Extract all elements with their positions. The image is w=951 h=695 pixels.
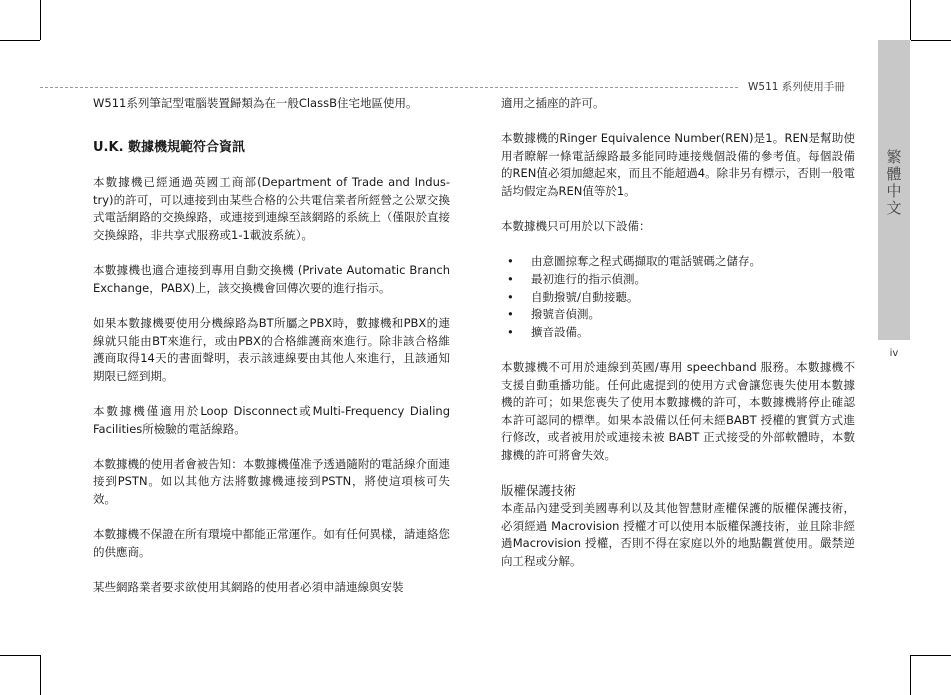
list-item: • 自動撥號/自動接聽。 [501, 289, 855, 307]
crop-mark-top-right-vertical [910, 0, 911, 40]
crop-mark-top-left [0, 40, 40, 41]
crop-mark-bottom-right-vertical [910, 655, 911, 695]
list-item: • 最初進行的指示偵測。 [501, 271, 855, 289]
class-b-statement: W511系列筆記型電腦裝置歸類為在一般ClassB住宅地區使用。 [93, 96, 418, 110]
crop-mark-bottom-left-vertical [40, 655, 41, 695]
crop-mark-bottom-right [911, 655, 951, 656]
running-header: W511 系列使用手冊 [748, 81, 845, 93]
crop-mark-top-left-vertical [40, 0, 41, 40]
paragraph-network-operators: 某些網路業者要求欲使用其網路的使用者必須申請連線與安裝 [93, 579, 404, 594]
uk-compliance-heading: U.K. 數據機規範符合資訊 [93, 139, 246, 155]
paragraph-speechband: 本數據機不可用於連線到英國/專用 speechband 服務。本數據機不支援自動重播功能。任何此處提到的使用方式會讓您喪失使用本數據機的許可；如果您喪失了使用本數據機的許可，本數據機將停止確認本許可認同的標準。如果本設備以任何未經BABT 授權的實質方式進行修改，或者被用於或連接未被 BABT 正式接受的外部軟體時，本數據機的許可將會失效。 [501, 359, 855, 462]
paragraph-bt-pbx: 如果本數據機要使用分機線路為BT所屬之PBX時，數據機和PBX的連線就只能由BT來進行，或由PBX的合格維護商來進行。除非該合格維護商取得14天的書面聲明，表示該連線要由其他人來進行，且該通知期限已經到期。 [93, 315, 450, 383]
paragraph-loop-disconnect: 本數據機僅適用於Loop Disconnect或Multi-Frequency Dialing Facilities所檢驗的電話線路。 [93, 403, 450, 436]
list-item: • 撥號音偵測。 [501, 306, 855, 324]
bullet-icon: • [507, 289, 514, 304]
list-item: • 由意圖掠奪之程式碼擷取的電話號碼之儲存。 [501, 253, 855, 271]
paragraph-pstn-connection: 本數據機的使用者會被告知：本數據機僅准予透過隨附的電話線介面連接到PSTN。如以其他方法將數據機連接到PSTN，將使這項核可失效。 [93, 456, 450, 506]
right-column [501, 95, 855, 570]
left-column [93, 95, 450, 596]
bullet-icon: • [507, 307, 514, 322]
paragraph-no-guarantee: 本數據機不保證在所有環境中都能正常運作。如有任何異樣，請連絡您的供應商。 [93, 527, 450, 559]
bullet-icon: • [507, 254, 514, 269]
paragraph-pabx: 本數據機也適合連接到專用自動交換機 (Private Automatic Branch Exchange，PABX)上，該交換機會回傳次要的進行指示。 [93, 263, 450, 295]
device-list [501, 253, 855, 341]
paragraph-dti-approval: 本數據機已經通過英國工商部(Department of Trade and Indus-try)的許可，可以連接到由某些合格的公共電信業者所經營之公眾交換式電話網路的交換線路，或連接到連線至該網路的系統上（僅限於直接交換線路，非共享式服務或1-1載波系統）。 [93, 175, 450, 242]
language-side-tab [878, 40, 910, 340]
bullet-icon: • [507, 324, 514, 339]
paragraph-devices-intro: 本數據機只可用於以下設備： [501, 219, 651, 234]
paragraph-ren: 本數據機的Ringer Equivalence Number(REN)是1。REN是幫助使用者瞭解一條電話線路最多能同時連接幾個設備的參考值。每個設備的REN值必須加總起來，而且不能超過4。除非另有標示，否則一般電話均假定為REN值等於1。 [501, 131, 855, 198]
bullet-icon: • [507, 271, 514, 286]
paragraph-socket-approval: 適用之插座的許可。 [501, 96, 605, 110]
page-number: iv [889, 348, 899, 359]
copyright-heading: 版權保護技術 [501, 483, 577, 499]
list-item: • 擴音設備。 [501, 324, 855, 342]
paragraph-macrovision: 本產品內建受到美國專利以及其他智慧財產權保護的版權保護技術，必須經過 Macrovision 授權才可以使用本版權保護技術，並且除非經過Macrovision 授權，否則不得在家庭以外的地點觀賞使用。嚴禁逆向工程或分解。 [501, 501, 855, 568]
crop-mark-top-right [911, 40, 951, 41]
language-tab-label: 繁 體 中 文 [886, 148, 902, 217]
header-dashed-rule [40, 87, 738, 88]
crop-mark-bottom-left [0, 655, 40, 656]
